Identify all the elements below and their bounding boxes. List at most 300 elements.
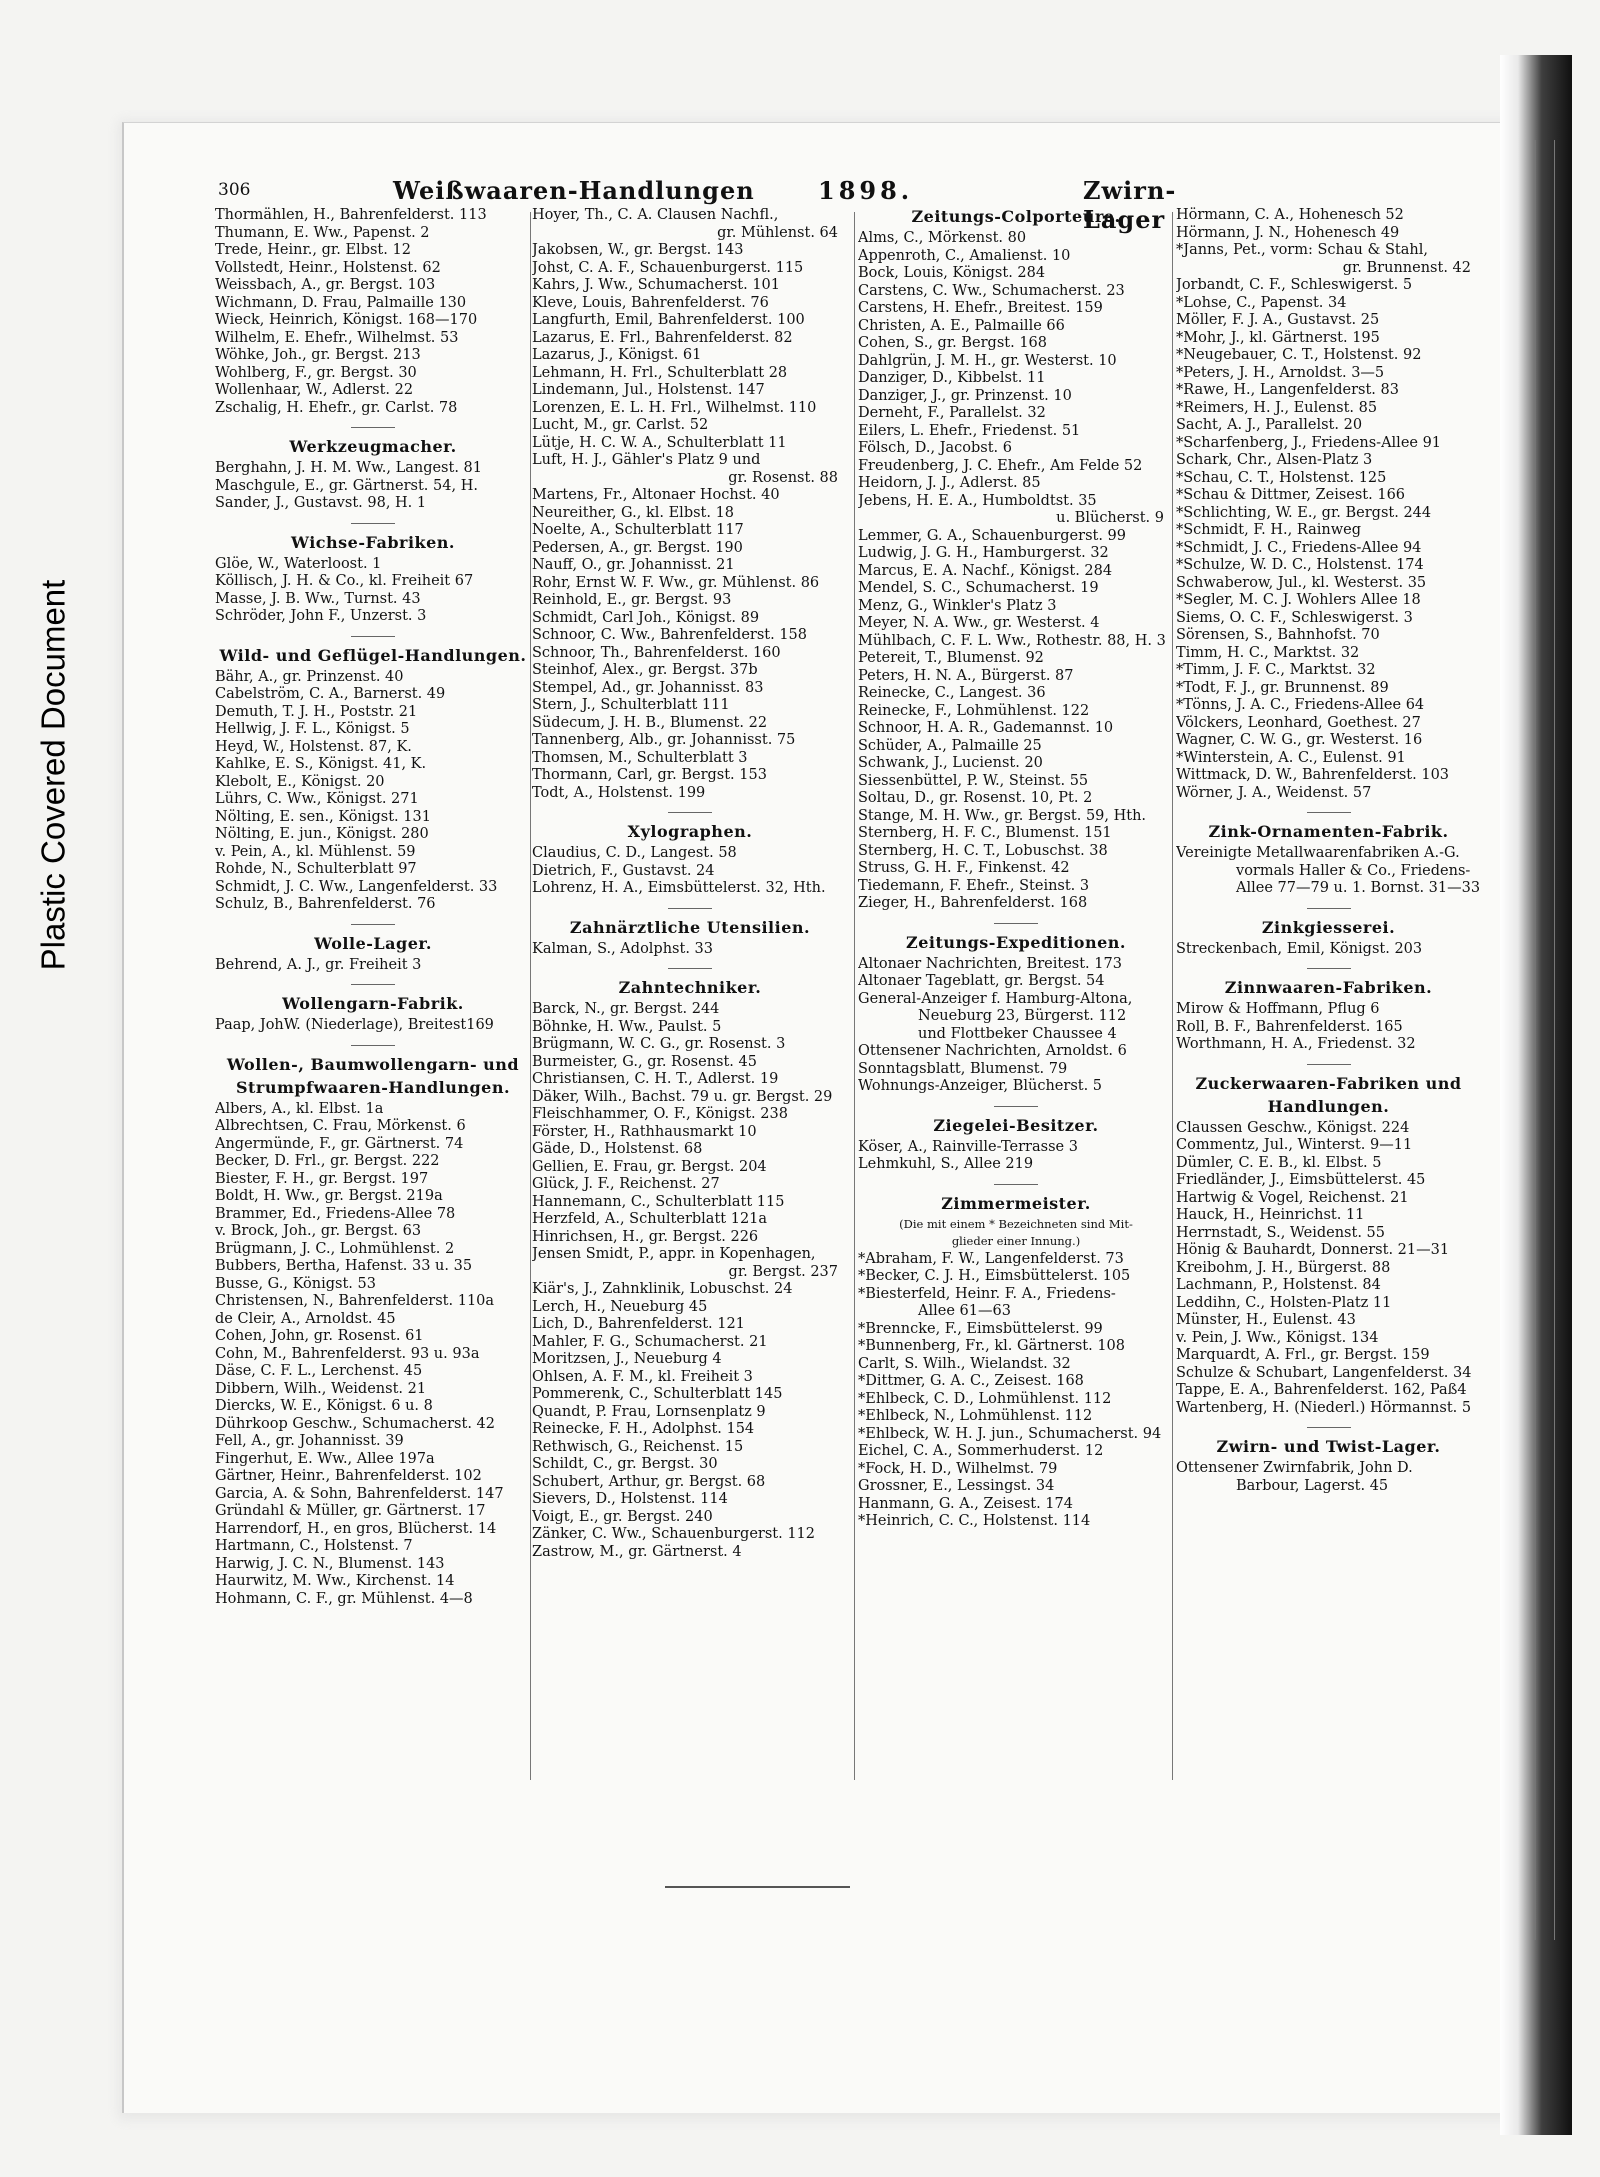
directory-entry: Schröder, John F., Unzerst. 3	[215, 608, 427, 624]
directory-entry: Hellwig, J. F. L., Königst. 5	[215, 721, 410, 737]
directory-entry: Jebens, H. E. A., Humboldtst. 35	[858, 492, 1097, 509]
directory-entry: Albers, A., kl. Elbst. 1a	[215, 1100, 384, 1117]
directory-entry: Neureither, G., kl. Elbst. 18	[532, 504, 735, 521]
spine-edge-lines	[1534, 140, 1555, 1940]
directory-entry: Gellien, E. Frau, gr. Bergst. 204	[532, 1158, 767, 1175]
directory-entry: Förster, H., Rathhausmarkt 10	[532, 1123, 757, 1140]
section-separator	[668, 968, 712, 969]
directory-entry: Lindemann, Jul., Holstenst. 147	[532, 382, 765, 398]
directory-entry: Fingerhut, E. Ww., Allee 197a	[215, 1450, 435, 1467]
directory-entry: Luft, H. J., Gähler's Platz 9 und	[532, 452, 761, 468]
directory-entry: Cohn, M., Bahrenfelderst. 93 u. 93a	[215, 1345, 480, 1362]
year-title: 1898.	[818, 176, 914, 205]
section-heading: Zwirn- und Twist-Lager.	[1216, 1437, 1441, 1456]
directory-entry: Wieck, Heinrich, Königst. 168—170	[215, 312, 478, 328]
directory-entry: Weissbach, A., gr. Bergst. 103	[215, 277, 436, 293]
directory-entry: Däse, C. F. L., Lerchenst. 45	[215, 1363, 423, 1379]
directory-entry: Zänker, C. Ww., Schauenburgerst. 112	[532, 1526, 816, 1542]
directory-entry: Nauff, O., gr. Johannisst. 21	[532, 557, 735, 573]
right-running-title: Zwirn-Lager	[1083, 176, 1177, 234]
entry-continuation: gr. Bergst. 237	[728, 1263, 838, 1280]
section-separator	[351, 984, 395, 985]
directory-entry: Streckenbach, Emil, Königst. 203	[1176, 940, 1423, 957]
directory-entry: Behrend, A. J., gr. Freiheit 3	[215, 956, 422, 973]
directory-entry: Ohlsen, A. F. M., kl. Freiheit 3	[532, 1368, 753, 1385]
directory-entry: Thomsen, M., Schulterblatt 3	[532, 749, 748, 766]
directory-column-3	[858, 207, 1174, 1531]
directory-entry: Zschalig, H. Ehefr., gr. Carlst. 78	[215, 399, 458, 416]
section-heading: Handlungen.	[1267, 1096, 1390, 1116]
directory-entry: Todt, A., Holstenst. 199	[532, 784, 706, 801]
directory-entry: Schwaberow, Jul., kl. Westerst. 35	[1176, 574, 1427, 591]
directory-entry: *Becker, C. J. H., Eimsbüttelerst. 105	[858, 1268, 1131, 1284]
directory-entry: Fölsch, D., Jacobst. 6	[858, 440, 1012, 456]
directory-entry: Schubert, Arthur, gr. Bergst. 68	[532, 1473, 766, 1490]
directory-entry: Trede, Heinr., gr. Elbst. 12	[215, 242, 411, 258]
directory-entry: Fleischhammer, O. F., Königst. 238	[532, 1106, 788, 1122]
directory-entry: Heyd, W., Holstenst. 87, K.	[215, 738, 412, 755]
directory-entry: Wollenhaar, W., Adlerst. 22	[215, 382, 414, 398]
directory-entry: *Segler, M. C. J. Wohlers Allee 18	[1176, 592, 1421, 608]
directory-entry: Tannenberg, Alb., gr. Johannisst. 75	[532, 732, 796, 748]
section-separator	[351, 636, 395, 637]
section-note: glieder einer Innung.)	[951, 1233, 1081, 1248]
directory-column-2	[532, 207, 848, 1561]
directory-entry: Thumann, E. Ww., Papenst. 2	[215, 224, 430, 241]
directory-entry: Gründahl & Müller, gr. Gärtnerst. 17	[215, 1503, 486, 1519]
directory-entry: Schmidt, Carl Joh., Königst. 89	[532, 609, 760, 626]
directory-entry: v. Pein, J. Ww., Königst. 134	[1176, 1329, 1379, 1346]
section-heading: Xylographen.	[627, 822, 753, 841]
directory-entry: Kleve, Louis, Bahrenfelderst. 76	[532, 294, 769, 311]
directory-entry: *Heinrich, C. C., Holstenst. 114	[858, 1513, 1091, 1529]
directory-entry: Lührs, C. Ww., Königst. 271	[215, 791, 419, 807]
directory-entry: Ottensener Zwirnfabrik, John D.	[1176, 1460, 1413, 1476]
section-heading: Wollen-, Baumwollengarn- und	[226, 1054, 520, 1074]
directory-entry: *Brenncke, F., Eimsbüttelerst. 99	[858, 1320, 1103, 1337]
directory-entry: Sörensen, S., Bahnhofst. 70	[1176, 627, 1380, 643]
directory-entry: *Schmidt, J. C., Friedens-Allee 94	[1176, 539, 1422, 556]
directory-entry: Angermünde, F., gr. Gärtnerst. 74	[215, 1135, 464, 1152]
directory-entry: Schwank, J., Lucienst. 20	[858, 755, 1043, 771]
directory-entry: Peters, H. N. A., Bürgerst. 87	[858, 667, 1074, 684]
directory-entry: Hörmann, J. N., Hohenesch 49	[1176, 224, 1400, 241]
section-separator	[668, 812, 712, 813]
directory-entry: Altonaer Tageblatt, gr. Bergst. 54	[858, 973, 1105, 989]
directory-entry: Voigt, E., gr. Bergst. 240	[532, 1508, 713, 1525]
directory-entry: Lich, D., Bahrenfelderst. 121	[532, 1316, 745, 1332]
directory-entry: Wittmack, D. W., Bahrenfelderst. 103	[1176, 767, 1450, 783]
section-heading: Zahntechniker.	[618, 978, 762, 997]
section-separator	[1307, 968, 1351, 969]
page-number: 306	[218, 180, 251, 200]
section-heading: Zinkgiesserei.	[1261, 917, 1396, 937]
directory-entry: Nölting, E. sen., Königst. 131	[215, 808, 431, 825]
directory-entry: *Janns, Pet., vorm: Schau & Stahl,	[1176, 242, 1428, 258]
directory-entry: Hörmann, C. A., Hohenesch 52	[1176, 207, 1404, 223]
directory-entry: *Neugebauer, C. T., Holstenst. 92	[1176, 347, 1422, 363]
directory-entry: Reinecke, C., Langest. 36	[858, 685, 1046, 701]
directory-entry: Leddihn, C., Holsten-Platz 11	[1176, 1294, 1392, 1311]
section-heading: Strumpfwaaren-Handlungen.	[235, 1077, 511, 1097]
directory-entry: Freudenberg, J. C. Ehefr., Am Felde 52	[858, 457, 1143, 474]
directory-entry: Diercks, W. E., Königst. 6 u. 8	[215, 1398, 433, 1414]
directory-entry: Däker, Wilh., Bachst. 79 u. gr. Bergst. 29	[532, 1088, 833, 1105]
directory-entry: Ludwig, J. G. H., Hamburgerst. 32	[858, 545, 1109, 561]
directory-entry: Brammer, Ed., Friedens-Allee 78	[215, 1205, 456, 1222]
directory-entry: *Tönns, J. A. C., Friedens-Allee 64	[1176, 697, 1425, 713]
directory-column-4	[1176, 207, 1481, 1495]
directory-entry: Lehmkuhl, S., Allee 219	[858, 1156, 1034, 1172]
entry-continuation: gr. Mühlenst. 64	[717, 224, 838, 241]
directory-entry: Mirow & Hoffmann, Pflug 6	[1176, 1001, 1380, 1017]
directory-entry: Jorbandt, C. F., Schleswigerst. 5	[1176, 277, 1413, 293]
directory-entry: Lerch, H., Neueburg 45	[532, 1298, 708, 1315]
directory-entry: Jensen Smidt, P., appr. in Kopenhagen,	[532, 1246, 816, 1262]
directory-entry: Köser, A., Rainville-Terrasse 3	[858, 1138, 1078, 1155]
directory-entry: Marquardt, A. Frl., gr. Bergst. 159	[1176, 1347, 1430, 1363]
directory-entry: Klebolt, E., Königst. 20	[215, 773, 385, 790]
directory-entry: Carstens, H. Ehefr., Breitest. 159	[858, 300, 1103, 316]
directory-entry: Wohlberg, F., gr. Bergst. 30	[215, 364, 417, 381]
directory-entry: *Scharfenberg, J., Friedens-Allee 91	[1176, 434, 1442, 451]
directory-entry: Hartmann, C., Holstenst. 7	[215, 1538, 413, 1554]
directory-entry: Steinhof, Alex., gr. Bergst. 37b	[532, 662, 758, 678]
directory-entry: Schulz, B., Bahrenfelderst. 76	[215, 896, 436, 912]
directory-entry: Demuth, T. J. H., Poststr. 21	[215, 703, 418, 720]
directory-entry: Johst, C. A. F., Schauenburgerst. 115	[532, 259, 804, 276]
directory-entry: Altonaer Nachrichten, Breitest. 173	[858, 955, 1122, 972]
directory-entry: Gäde, D., Holstenst. 68	[532, 1141, 703, 1157]
directory-entry: v. Brock, Joh., gr. Bergst. 63	[215, 1223, 422, 1239]
directory-entry: Eichel, C. A., Sommerhuderst. 12	[858, 1443, 1104, 1459]
bottom-rule	[665, 1886, 850, 1888]
directory-entry: Hinrichsen, H., gr. Bergst. 226	[532, 1228, 759, 1245]
directory-entry: Petereit, T., Blumenst. 92	[858, 650, 1044, 666]
directory-entry: Berghahn, J. H. M. Ww., Langest. 81	[215, 460, 482, 476]
directory-entry: Sacht, A. J., Parallelst. 20	[1176, 417, 1363, 433]
directory-entry: Becker, D. Frl., gr. Bergst. 222	[215, 1153, 440, 1169]
directory-entry: Schark, Chr., Alsen-Platz 3	[1176, 452, 1373, 468]
directory-entry: Völckers, Leonhard, Goethest. 27	[1176, 714, 1421, 731]
directory-entry: Zieger, H., Bahrenfelderst. 168	[858, 895, 1088, 911]
directory-entry: Maschgule, E., gr. Gärtnerst. 54, H.	[215, 477, 478, 494]
directory-entry: Bähr, A., gr. Prinzenst. 40	[215, 668, 404, 685]
directory-entry: Schnoor, Th., Bahrenfelderst. 160	[532, 644, 781, 661]
directory-entry: Glöe, W., Waterloost. 1	[215, 555, 382, 572]
directory-entry: Tiedemann, F. Ehefr., Steinst. 3	[858, 877, 1090, 894]
directory-entry: Albrechtsen, C. Frau, Mörkenst. 6	[215, 1118, 466, 1134]
section-separator	[668, 908, 712, 909]
directory-entry: Mahler, F. G., Schumacherst. 21	[532, 1333, 768, 1350]
directory-entry: Christen, A. E., Palmaille 66	[858, 317, 1065, 334]
directory-entry: Burmeister, G., gr. Rosenst. 45	[532, 1053, 757, 1070]
directory-entry: Brügmann, J. C., Lohmühlenst. 2	[215, 1240, 455, 1257]
directory-entry: Thormählen, H., Bahrenfelderst. 113	[215, 207, 487, 223]
directory-entry: Harrendorf, H., en gros, Blücherst. 14	[215, 1520, 497, 1537]
directory-entry: Tappe, E. A., Bahrenfelderst. 162, Paß4	[1176, 1382, 1467, 1398]
directory-entry: Thormann, Carl, gr. Bergst. 153	[532, 767, 767, 783]
directory-entry: Jakobsen, W., gr. Bergst. 143	[532, 242, 744, 258]
directory-entry: Struss, G. H. F., Finkenst. 42	[858, 860, 1070, 876]
directory-entry: Köllisch, J. H. & Co., kl. Freiheit 67	[215, 573, 474, 589]
column-divider	[854, 212, 855, 1780]
directory-entry: Sternberg, H. F. C., Blumenst. 151	[858, 825, 1112, 841]
directory-entry: Cohen, John, gr. Rosenst. 61	[215, 1328, 424, 1344]
entry-continuation: und Flottbeker Chaussee 4	[918, 1025, 1117, 1042]
section-heading: Wollengarn-Fabrik.	[282, 994, 464, 1013]
directory-entry: Dibbern, Wilh., Weidenst. 21	[215, 1380, 427, 1397]
directory-entry: Vollstedt, Heinr., Holstenst. 62	[215, 259, 441, 276]
directory-entry: Commentz, Jul., Winterst. 9—11	[1176, 1137, 1413, 1153]
directory-entry: Gärtner, Heinr., Bahrenfelderst. 102	[215, 1468, 482, 1484]
directory-entry: Wöhke, Joh., gr. Bergst. 213	[215, 347, 421, 363]
directory-entry: Brügmann, W. C. G., gr. Rosenst. 3	[532, 1036, 786, 1052]
directory-entry: Sievers, D., Holstenst. 114	[532, 1491, 728, 1507]
section-separator	[1307, 1064, 1351, 1065]
directory-entry: Dahlgrün, J. M. H., gr. Westerst. 10	[858, 352, 1117, 369]
entry-continuation: gr. Rosenst. 88	[728, 469, 838, 486]
directory-entry: *Biesterfeld, Heinr. F. A., Friedens-	[858, 1285, 1116, 1302]
directory-entry: Kahlke, E. S., Königst. 41, K.	[215, 756, 427, 772]
directory-entry: Langfurth, Emil, Bahrenfelderst. 100	[532, 312, 805, 328]
directory-entry: Lohrenz, H. A., Eimsbüttelerst. 32, Hth.	[532, 880, 826, 896]
directory-entry: Hoyer, Th., C. A. Clausen Nachfl.,	[532, 207, 779, 223]
side-label-text: Plastic Covered Document	[34, 579, 72, 971]
entry-continuation: Allee 61—63	[918, 1303, 1011, 1319]
directory-entry: *Ehlbeck, N., Lohmühlenst. 112	[858, 1408, 1093, 1424]
directory-entry: Wichmann, D. Frau, Palmaille 130	[215, 294, 467, 311]
directory-entry: Christensen, N., Bahrenfelderst. 110a	[215, 1293, 495, 1309]
directory-entry: Hönig & Bauhardt, Donnerst. 21—31	[1176, 1242, 1450, 1258]
directory-entry: Boldt, H. Ww., gr. Bergst. 219a	[215, 1188, 443, 1204]
directory-entry: Böhnke, H. Ww., Paulst. 5	[532, 1018, 722, 1035]
directory-entry: Mühlbach, C. F. L. Ww., Rothestr. 88, H. 3	[858, 632, 1166, 649]
directory-column-1	[215, 207, 531, 1608]
directory-entry: Sander, J., Gustavst. 98, H. 1	[215, 495, 427, 511]
section-heading: Wolle-Lager.	[314, 933, 432, 953]
section-note: (Die mit einem * Bezeichneten sind Mit-	[899, 1216, 1133, 1231]
directory-entry: Lucht, M., gr. Carlst. 52	[532, 417, 709, 433]
directory-entry: Meyer, N. A. Ww., gr. Westerst. 4	[858, 615, 1100, 631]
section-heading: Wichse-Fabriken.	[291, 532, 455, 552]
directory-entry: Hannemann, C., Schulterblatt 115	[532, 1193, 785, 1210]
directory-entry: *Mohr, J., kl. Gärtnerst. 195	[1176, 329, 1380, 346]
directory-entry: Schnoor, C. Ww., Bahrenfelderst. 158	[532, 627, 807, 643]
entry-continuation: vormals Haller & Co., Friedens-	[1236, 862, 1471, 879]
directory-entry: Sternberg, H. C. T., Lobuschst. 38	[858, 842, 1108, 859]
directory-entry: Heidorn, J. J., Adlerst. 85	[858, 475, 1041, 491]
directory-entry: Appenroth, C., Amalienst. 10	[858, 247, 1071, 264]
directory-entry: Carlt, S. Wilh., Wielandst. 32	[858, 1355, 1071, 1372]
directory-entry: Vereinigte Metallwaarenfabriken A.-G.	[1176, 845, 1460, 861]
directory-entry: Martens, Fr., Altonaer Hochst. 40	[532, 487, 780, 503]
entry-continuation: Neueburg 23, Bürgerst. 112	[918, 1008, 1127, 1024]
directory-entry: Siessenbüttel, P. W., Steinst. 55	[858, 772, 1089, 789]
directory-entry: Dümler, C. E. B., kl. Elbst. 5	[1176, 1154, 1382, 1171]
section-heading: Zeitungs-Colporteure.	[911, 207, 1121, 226]
directory-entry: Bubbers, Bertha, Hafenst. 33 u. 35	[215, 1258, 473, 1274]
directory-entry: Carstens, C. Ww., Schumacherst. 23	[858, 282, 1125, 299]
section-heading: Zimmermeister.	[941, 1193, 1091, 1213]
directory-entry: Moritzsen, J., Neueburg 4	[532, 1351, 722, 1367]
directory-entry: Masse, J. B. Ww., Turnst. 43	[215, 590, 421, 607]
directory-entry: Glück, J. F., Reichenst. 27	[532, 1176, 720, 1192]
section-separator	[351, 1045, 395, 1046]
directory-entry: Noelte, A., Schulterblatt 117	[532, 522, 744, 538]
directory-entry: Lemmer, G. A., Schauenburgerst. 99	[858, 527, 1127, 544]
directory-entry: Dietrich, F., Gustavst. 24	[532, 862, 715, 879]
directory-entry: Stern, J., Schulterblatt 111	[532, 697, 730, 713]
directory-entry: Rohr, Ernst W. F. Ww., gr. Mühlenst. 86	[532, 574, 820, 591]
directory-entry: Schnoor, H. A. R., Gademannst. 10	[858, 720, 1114, 736]
section-heading: Zeitungs-Expeditionen.	[906, 932, 1126, 952]
directory-entry: Lazarus, E. Frl., Bahrenfelderst. 82	[532, 329, 793, 346]
directory-entry: Timm, H. C., Marktst. 32	[1176, 644, 1360, 661]
entry-continuation: Barbour, Lagerst. 45	[1236, 1477, 1389, 1494]
directory-entry: Claudius, C. D., Langest. 58	[532, 845, 737, 861]
directory-entry: *Lohse, C., Papenst. 34	[1176, 294, 1347, 311]
directory-entry: Hauck, H., Heinrichst. 11	[1176, 1207, 1365, 1223]
directory-entry: Schulze & Schubart, Langenfelderst. 34	[1176, 1364, 1472, 1381]
directory-entry: Worthmann, H. A., Friedenst. 32	[1176, 1036, 1416, 1052]
section-separator	[351, 523, 395, 524]
directory-entry: Rethwisch, G., Reichenst. 15	[532, 1438, 744, 1455]
directory-entry: General-Anzeiger f. Hamburg-Altona,	[858, 990, 1133, 1007]
directory-entry: *Ehlbeck, C. D., Lohmühlenst. 112	[858, 1390, 1112, 1407]
directory-entry: Haurwitz, M. Ww., Kirchenst. 14	[215, 1573, 455, 1589]
directory-entry: Menz, G., Winkler's Platz 3	[858, 597, 1057, 614]
directory-entry: Pommerenk, C., Schulterblatt 145	[532, 1386, 783, 1402]
side-label	[18, 510, 88, 1040]
left-running-title: Weißwaaren-Handlungen	[393, 176, 755, 205]
directory-entry: Ottensener Nachrichten, Arnoldst. 6	[858, 1043, 1127, 1059]
directory-entry: Grossner, E., Lessingst. 34	[858, 1478, 1055, 1494]
directory-entry: Soltau, D., gr. Rosenst. 10, Pt. 2	[858, 790, 1093, 806]
directory-entry: Wohnungs-Anzeiger, Blücherst. 5	[858, 1078, 1103, 1094]
directory-entry: Wagner, C. W. G., gr. Westerst. 16	[1176, 732, 1423, 748]
directory-entry: Möller, F. J. A., Gustavst. 25	[1176, 312, 1380, 328]
directory-entry: Barck, N., gr. Bergst. 244	[532, 1001, 720, 1017]
directory-entry: Stempel, Ad., gr. Johannisst. 83	[532, 679, 764, 696]
directory-entry: Pedersen, A., gr. Bergst. 190	[532, 539, 743, 556]
entry-continuation: Allee 77—79 u. 1. Bornst. 31—33	[1236, 880, 1481, 896]
directory-entry: Wartenberg, H. (Niederl.) Hörmannst. 5	[1176, 1399, 1472, 1416]
section-separator	[1307, 812, 1351, 813]
directory-entry: Bock, Louis, Königst. 284	[858, 265, 1046, 281]
directory-entry: *Todt, F. J., gr. Brunnenst. 89	[1176, 679, 1389, 696]
directory-entry: Mendel, S. C., Schumacherst. 19	[858, 580, 1099, 596]
directory-entry: Herrnstadt, S., Weidenst. 55	[1176, 1224, 1385, 1241]
directory-entry: *Timm, J. F. C., Marktst. 32	[1176, 662, 1376, 678]
section-heading: Ziegelei-Besitzer.	[933, 1115, 1099, 1135]
directory-entry: Paap, JohW. (Niederlage), Breitest169	[215, 1017, 494, 1033]
directory-entry: Lütje, H. C. W. A., Schulterblatt 11	[532, 434, 787, 451]
directory-entry: Lachmann, P., Holstenst. 84	[1176, 1277, 1381, 1293]
directory-entry: Reinecke, F. H., Adolphst. 154	[532, 1421, 755, 1437]
directory-entry: Kahrs, J. Ww., Schumacherst. 101	[532, 277, 780, 293]
directory-entry: Friedländer, J., Eimsbüttelerst. 45	[1176, 1172, 1426, 1188]
directory-entry: Cabelström, C. A., Barnerst. 49	[215, 686, 446, 702]
directory-entry: *Schulze, W. D. C., Holstenst. 174	[1176, 557, 1424, 573]
directory-entry: Südecum, J. H. B., Blumenst. 22	[532, 714, 768, 731]
directory-entry: de Cleir, A., Arnoldst. 45	[215, 1310, 396, 1327]
directory-entry: Nölting, E. jun., Königst. 280	[215, 826, 429, 842]
directory-entry: Siems, O. C. F., Schleswigerst. 3	[1176, 609, 1413, 626]
section-separator	[994, 1106, 1038, 1107]
section-separator	[1307, 1427, 1351, 1428]
section-heading: Zuckerwaaren-Fabriken und	[1195, 1073, 1462, 1093]
directory-entry: Kalman, S., Adolphst. 33	[532, 940, 713, 957]
section-heading: Zink-Ornamenten-Fabrik.	[1208, 822, 1449, 841]
section-separator	[351, 924, 395, 925]
directory-entry: Dührkoop Geschw., Schumacherst. 42	[215, 1415, 495, 1432]
entry-continuation: u. Blücherst. 9	[1056, 510, 1164, 526]
directory-entry: Schüder, A., Palmaille 25	[858, 737, 1042, 754]
directory-entry: Quandt, P. Frau, Lornsenplatz 9	[532, 1403, 766, 1420]
directory-entry: Rohde, N., Schulterblatt 97	[215, 861, 417, 877]
entry-continuation: gr. Brunnenst. 42	[1342, 259, 1471, 276]
directory-entry: *Ehlbeck, W. H. J. jun., Schumacherst. 94	[858, 1425, 1162, 1442]
directory-entry: Lehmann, H. Frl., Schulterblatt 28	[532, 364, 788, 381]
directory-entry: Claussen Geschw., Königst. 224	[1176, 1119, 1410, 1136]
section-separator	[994, 1184, 1038, 1185]
section-heading: Wild- und Geflügel-Handlungen.	[219, 645, 527, 665]
directory-entry: Roll, B. F., Bahrenfelderst. 165	[1176, 1018, 1403, 1035]
directory-entry: *Bunnenberg, Fr., kl. Gärtnerst. 108	[858, 1338, 1126, 1354]
directory-entry: Zastrow, M., gr. Gärtnerst. 4	[532, 1543, 742, 1560]
directory-entry: Cohen, S., gr. Bergst. 168	[858, 335, 1047, 351]
directory-entry: Hanmann, G. A., Zeisest. 174	[858, 1495, 1073, 1512]
directory-entry: Danziger, J., gr. Prinzenst. 10	[858, 387, 1072, 404]
section-heading: Zinnwaaren-Fabriken.	[1224, 978, 1433, 997]
directory-entry: Kiär's, J., Zahnklinik, Lobuschst. 24	[532, 1281, 793, 1297]
directory-entry: *Peters, J. H., Arnoldst. 3—5	[1176, 364, 1385, 381]
section-heading: Werkzeugmacher.	[289, 437, 457, 456]
directory-entry: Stange, M. H. Ww., gr. Bergst. 59, Hth.	[858, 807, 1147, 824]
section-separator	[351, 427, 395, 428]
directory-entry: Wilhelm, E. Ehefr., Wilhelmst. 53	[215, 329, 459, 346]
directory-entry: *Schau, C. T., Holstenst. 125	[1176, 469, 1387, 486]
directory-entry: Schildt, C., gr. Bergst. 30	[532, 1456, 718, 1472]
directory-entry: Schmidt, J. C. Ww., Langenfelderst. 33	[215, 878, 498, 895]
directory-entry: Busse, G., Königst. 53	[215, 1275, 376, 1292]
directory-entry: Wörner, J. A., Weidenst. 57	[1176, 784, 1372, 801]
directory-entry: Sonntagsblatt, Blumenst. 79	[858, 1060, 1068, 1077]
section-separator	[1307, 908, 1351, 909]
directory-entry: Fell, A., gr. Johannisst. 39	[215, 1433, 404, 1449]
directory-entry: *Schlichting, W. E., gr. Bergst. 244	[1176, 504, 1432, 521]
directory-entry: Danziger, D., Kibbelst. 11	[858, 370, 1046, 386]
directory-entry: *Schmidt, F. H., Rainweg	[1176, 522, 1361, 538]
directory-entry: Reinhold, E., gr. Bergst. 93	[532, 592, 732, 608]
directory-entry: Harwig, J. C. N., Blumenst. 143	[215, 1555, 445, 1572]
section-heading: Zahnärztliche Utensilien.	[569, 917, 811, 937]
directory-entry: *Fock, H. D., Wilhelmst. 79	[858, 1460, 1058, 1477]
directory-entry: Kreibohm, J. H., Bürgerst. 88	[1176, 1259, 1391, 1276]
directory-entry: *Schau & Dittmer, Zeisest. 166	[1176, 487, 1406, 503]
directory-entry: *Rawe, H., Langenfelderst. 83	[1176, 382, 1399, 398]
directory-entry: Eilers, L. Ehefr., Friedenst. 51	[858, 422, 1081, 439]
directory-entry: Münster, H., Eulenst. 43	[1176, 1312, 1356, 1328]
directory-entry: Lorenzen, E. L. H. Frl., Wilhelmst. 110	[532, 399, 817, 416]
directory-entry: Lazarus, J., Königst. 61	[532, 347, 702, 363]
directory-entry: *Abraham, F. W., Langenfelderst. 73	[858, 1250, 1124, 1267]
directory-entry: v. Pein, A., kl. Mühlenst. 59	[215, 843, 416, 860]
directory-entry: *Reimers, H. J., Eulenst. 85	[1176, 399, 1378, 416]
directory-entry: Biester, F. H., gr. Bergst. 197	[215, 1170, 429, 1187]
directory-entry: Derneht, F., Parallelst. 32	[858, 405, 1046, 421]
